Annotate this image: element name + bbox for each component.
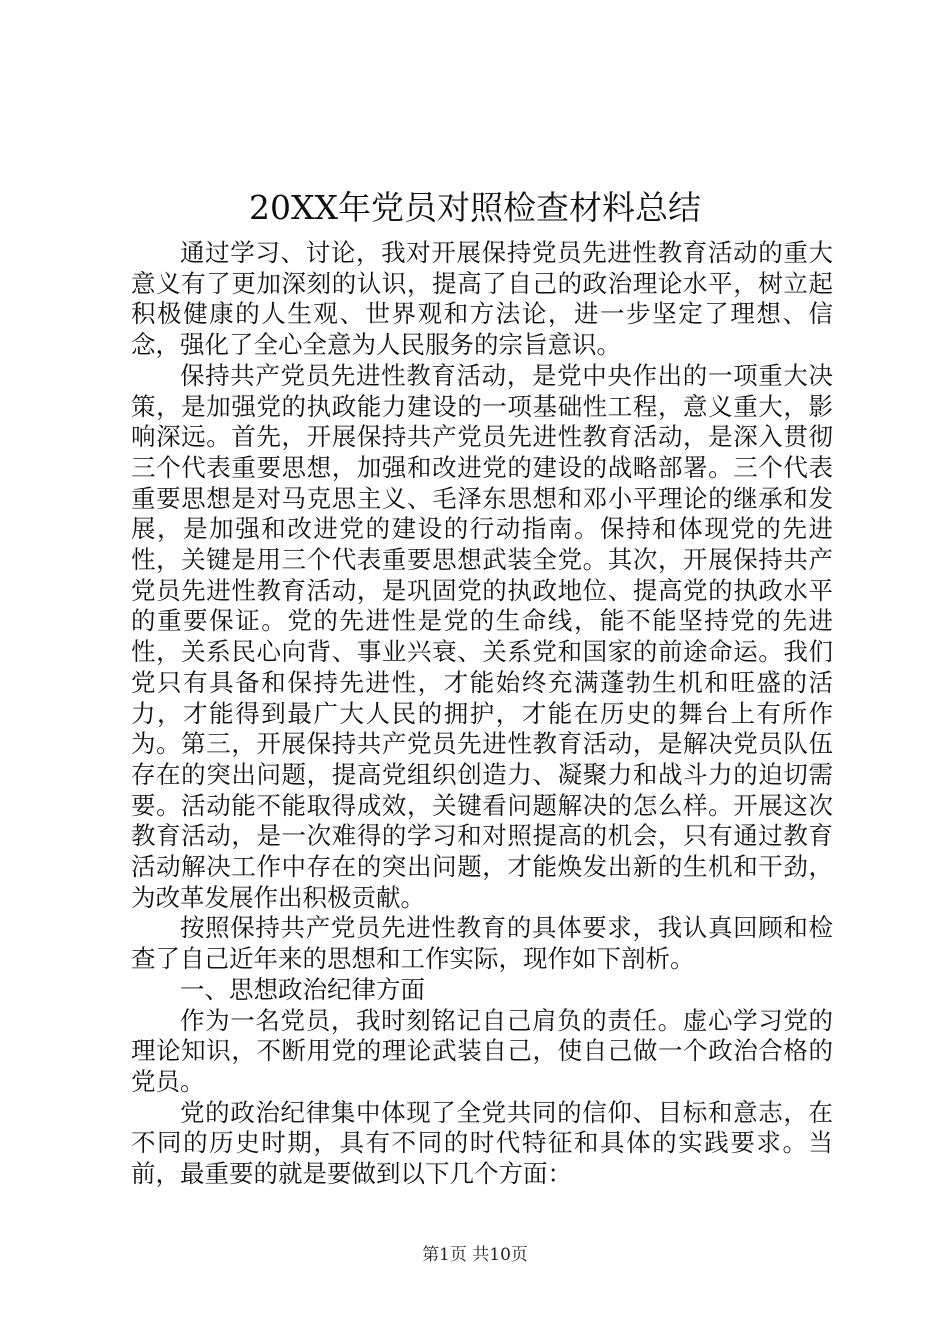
paragraph-responsibility: 作为一名党员，我时刻铭记自己肩负的责任。虚心学习党的理论知识，不断用党的理论武装自己，使自己做一个政治合格的党员。 [131,1005,833,1096]
document-title: 20XX年党员对照检查材料总结 [249,188,701,227]
paragraph-significance: 保持共产党员先进性教育活动，是党中央作出的一项重大决策，是加强党的执政能力建设的一项基础性工程，意义重大，影响深远。首先，开展保持共产党员先进性教育活动，是深入贯彻三个代表重要思想，加强和改进党的建设的战略部署。三个代表重要思想是对马克思主义、毛泽东思想和邓小平理论的继承和发展，是加强和改进党的建设的行动指南。保持和体现党的先进性，关键是用三个代表重要思想武装全党。其次，开展保持共产党员先进性教育活动，是巩固党的执政地位、提高党的执政水平的重要保证。党的先进性是党的生命线，能不能坚持党的先进性，关系民心向背、事业兴衰、关系党和国家的前途命运。我们党只有具备和保持先进性，才能始终充满蓬勃生机和旺盛的活力，才能得到最广大人民的拥护，才能在历史的舞台上有所作为。第三，开展保持共产党员先进性教育活动，是解决党员队伍存在的突出问题，提高党组织创造力、凝聚力和战斗力的迫切需要。活动能不能取得成效，关键看问题解决的怎么样。开展这次教育活动，是一次难得的学习和对照提高的机会，只有通过教育活动解决工作中存在的突出问题，才能焕发出新的生机和干劲，为改革发展作出积极贡献。 [131,360,833,912]
paragraph-discipline: 党的政治纪律集中体现了全党共同的信仰、目标和意志，在不同的历史时期，具有不同的时代特征和具体的实践要求。当前，最重要的就是要做到以下几个方面： [131,1097,833,1189]
paragraph-review: 按照保持共产党员先进性教育的具体要求，我认真回顾和检查了自己近年来的思想和工作实际，现作如下剖析。 [131,913,833,974]
section-heading: 一、思想政治纪律方面 [180,974,425,1004]
paragraph-intro: 通过学习、讨论，我对开展保持党员先进性教育活动的重大意义有了更加深刻的认识，提高了自己的政治理论水平，树立起积极健康的人生观、世界观和方法论，进一步坚定了理想、信念，强化了全心全意为人民服务的宗旨意识。 [131,238,833,360]
document-body [131,238,833,1190]
page-number-footer: 第1页 共10页 [422,1245,528,1265]
